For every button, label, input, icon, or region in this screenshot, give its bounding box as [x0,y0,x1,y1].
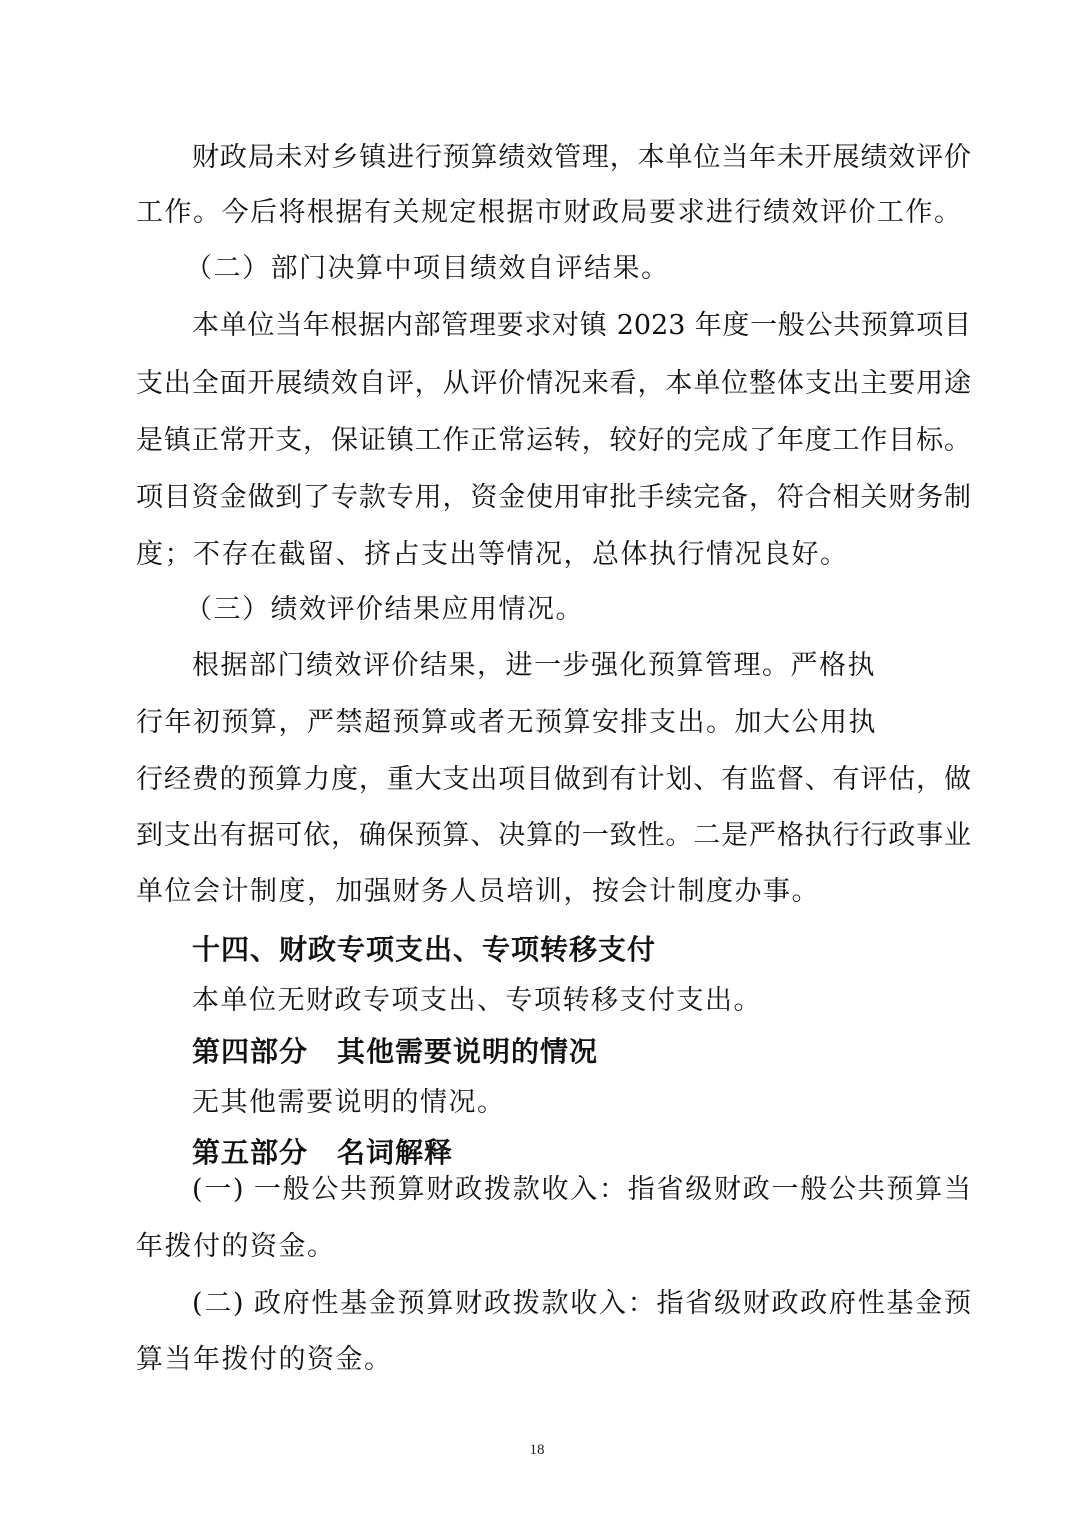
body-line: 到支出有据可依，确保预算、决算的一致性。二是严格执行行政事业 [136,820,971,851]
part-heading: 第四部分 其他需要说明的情况 [192,1035,599,1068]
definition-line: (一) 一般公共预算财政拨款收入：指省级财政一般公共预算当 [192,1174,971,1205]
body-line: 项目资金做到了专款专用，资金使用审批手续完备，符合相关财务制 [136,482,971,513]
section-subheading: （三）绩效评价结果应用情况。 [185,594,584,625]
body-line: 行经费的预算力度，重大支出项目做到有计划、有监督、有评估，做 [136,764,971,795]
body-line: 无其他需要说明的情况。 [192,1087,506,1118]
page-number: 18 [529,1442,545,1458]
section-subheading: （二）部门决算中项目绩效自评结果。 [185,253,670,284]
section-heading: 十四、财政专项支出、专项转移支付 [192,933,657,966]
body-line: 单位会计制度，加强财务人员培训，按会计制度办事。 [136,876,820,907]
body-line: 是镇正常开支，保证镇工作正常运转，较好的完成了年度工作目标。 [136,425,971,456]
part-heading: 第五部分 名词解释 [192,1136,454,1169]
body-line: 支出全面开展绩效自评，从评价情况来看，本单位整体支出主要用途 [136,368,971,399]
body-line: 度；不存在截留、挤占支出等情况，总体执行情况良好。 [136,539,849,570]
definition-line: 算当年拨付的资金。 [136,1344,393,1375]
definition-line: (二) 政府性基金预算财政拨款收入：指省级财政政府性基金预 [192,1288,971,1319]
body-line: 行年初预算，严禁超预算或者无预算安排支出。加大公用执 [136,707,877,738]
body-line: 本单位当年根据内部管理要求对镇 2023 年度一般公共预算项目 [192,310,971,341]
body-line: 根据部门绩效评价结果，进一步强化预算管理。严格执 [192,650,876,681]
body-line: 财政局未对乡镇进行预算绩效管理，本单位当年未开展绩效评价 [192,142,971,173]
body-line: 工作。今后将根据有关规定根据市财政局要求进行绩效评价工作。 [136,197,963,228]
definition-line: 年拨付的资金。 [136,1231,336,1262]
body-line: 本单位无财政专项支出、专项转移支付支出。 [192,985,762,1016]
